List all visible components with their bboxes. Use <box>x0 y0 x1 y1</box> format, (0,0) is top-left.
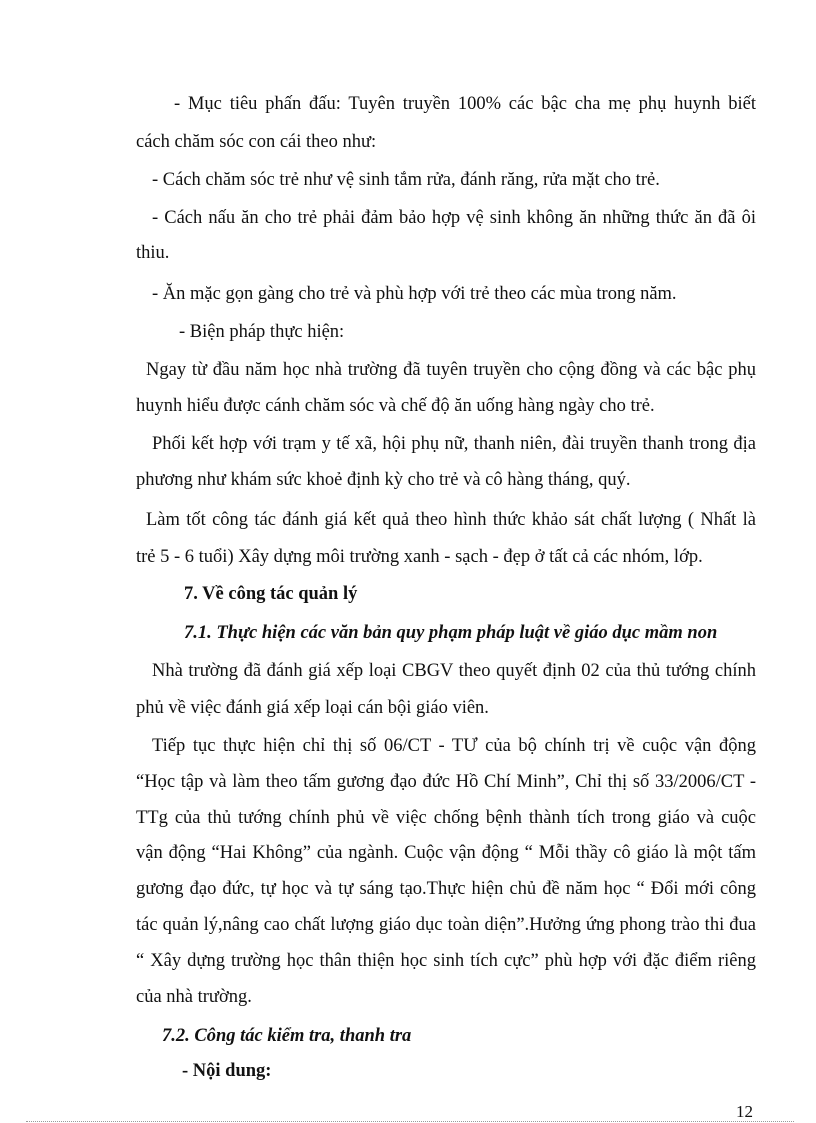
footer-dotted-rule <box>26 1121 794 1122</box>
paragraph-5-line-1: Tiếp tục thực hiện chỉ thị số 06/CT - TƯ của bộ chính trị về cuộc vận động <box>152 736 756 756</box>
paragraph-5-line-6: tác quản lý,nâng cao chất lượng giáo dục toàn diện”.Hưởng ứng phong trào thi đua <box>136 915 756 935</box>
section-7-1-heading: 7.1. Thực hiện các văn bản quy phạm pháp luật về giáo dục mầm non <box>184 623 718 643</box>
paragraph-3-line-1: Làm tốt công tác đánh giá kết quả theo hình thức khảo sát chất lượng ( Nhất là <box>146 510 756 530</box>
paragraph-1-line-1: Ngay từ đầu năm học nhà trường đã tuyên truyền cho cộng đồng và các bậc phụ <box>146 360 756 380</box>
cooking-bullet-line-1: - Cách nấu ăn cho trẻ phải đảm bảo hợp vệ sinh không ăn những thức ăn đã ôi <box>152 208 756 228</box>
paragraph-5-line-8: của nhà trường. <box>136 987 252 1007</box>
paragraph-1-line-2: huynh hiểu được cánh chăm sóc và chế độ ăn uống hàng ngày cho trẻ. <box>136 396 655 416</box>
goal-line-1: - Mục tiêu phấn đấu: Tuyên truyền 100% các bậc cha mẹ phụ huynh biết <box>174 94 756 114</box>
measures-heading: - Biện pháp thực hiện: <box>179 322 345 342</box>
paragraph-3-line-2: trẻ 5 - 6 tuổi) Xây dựng môi trường xanh - sạch - đẹp ở tất cả các nhóm, lớp. <box>136 547 703 567</box>
paragraph-5-line-7: “ Xây dựng trường học thân thiện học sinh tích cực” phù hợp với đặc điểm riêng <box>136 951 756 971</box>
paragraph-2-line-2: phương như khám sức khoẻ định kỳ cho trẻ và cô hàng tháng, quý. <box>136 470 631 490</box>
paragraph-2-line-1: Phối kết hợp với trạm y tế xã, hội phụ nữ, thanh niên, đài truyền thanh trong địa <box>152 434 756 454</box>
paragraph-5-line-4: vận động “Hai Không” của ngành. Cuộc vận động “ Mỗi thầy cô giáo là một tấm <box>136 843 756 863</box>
content-heading: - Nội dung: <box>182 1061 272 1081</box>
paragraph-5-line-3: TTg của thủ tướng chính phủ về việc chống bệnh thành tích trong giáo và cuộc <box>136 808 756 828</box>
section-7-2-heading: 7.2. Công tác kiểm tra, thanh tra <box>162 1026 412 1046</box>
page-number: 12 <box>736 1102 753 1121</box>
goal-line-2: cách chăm sóc con cái theo như: <box>136 132 377 152</box>
cooking-bullet-line-2: thiu. <box>136 243 170 263</box>
section-7-heading: 7. Về công tác quản lý <box>184 584 358 604</box>
care-bullet: - Cách chăm sóc trẻ như vệ sinh tắm rửa, đánh răng, rửa mặt cho trẻ. <box>152 170 660 190</box>
paragraph-5-line-5: gương đạo đức, tự học và tự sáng tạo.Thực hiện chủ đề năm học “ Đổi mới công <box>136 879 756 899</box>
paragraph-5-line-2: “Học tập và làm theo tấm gương đạo đức Hồ Chí Minh”, Chỉ thị số 33/2006/CT - <box>136 772 756 792</box>
paragraph-4-line-1: Nhà trường đã đánh giá xếp loại CBGV theo quyết định 02 của thủ tướng chính <box>152 661 756 681</box>
clothing-bullet: - Ăn mặc gọn gàng cho trẻ và phù hợp với trẻ theo các mùa trong năm. <box>152 284 677 304</box>
paragraph-4-line-2: phủ về việc đánh giá xếp loại cán bội giáo viên. <box>136 698 489 718</box>
